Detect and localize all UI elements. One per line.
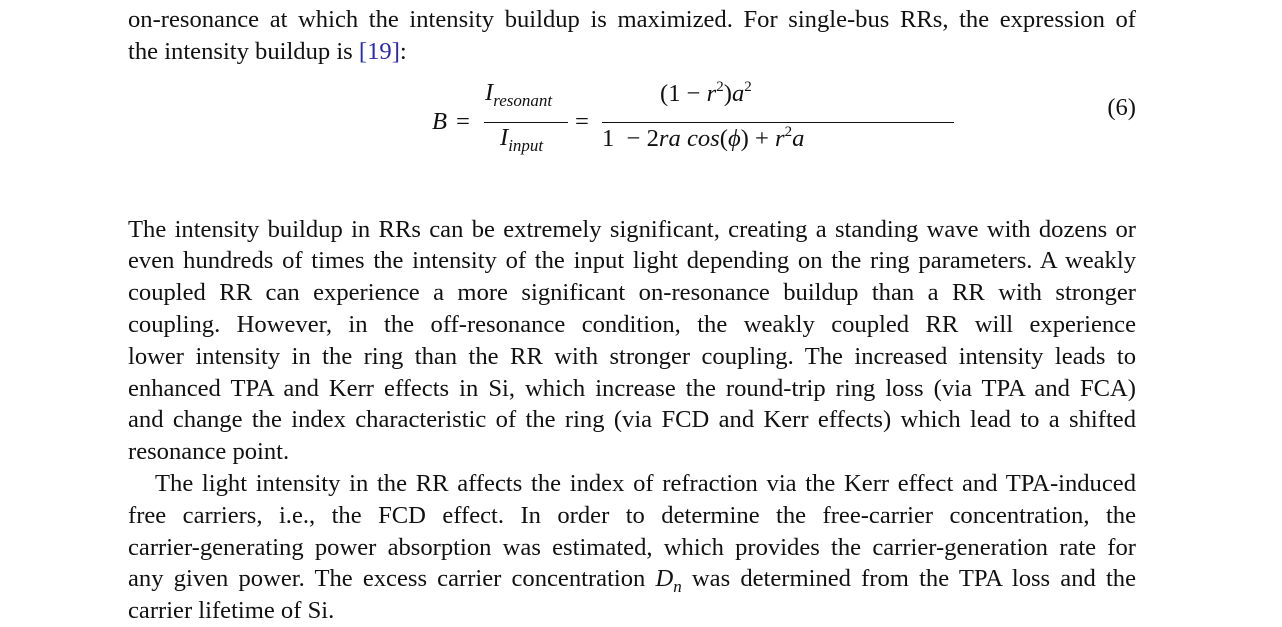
subscript: input: [508, 135, 544, 155]
symbol: I: [500, 123, 509, 151]
paragraph-carriers: [128, 468, 1136, 627]
text-line: on-resonance at which the intensity buildup is maximized. For single-bus RRs, the expression of: [128, 6, 1136, 33]
text-line: carrier lifetime of Si.: [128, 597, 335, 625]
document-page: [128, 4, 1136, 627]
symbol: ϕ: [727, 124, 741, 152]
carrier-concentration-symbol: D: [655, 565, 674, 593]
text-line: The light intensity in the RR affects the index of refraction via the Kerr effect and TPA-induced: [155, 469, 1136, 497]
fraction-numerator: [660, 79, 752, 108]
math-text: ) +: [740, 124, 776, 152]
paragraph-buildup: [128, 214, 1136, 468]
text-line: enhanced TPA and Kerr effects in Si, which increase the round-trip ring loss (via TPA and FCA): [128, 374, 1136, 402]
text-line: resonance point.: [128, 438, 290, 466]
text-line: [128, 563, 1136, 595]
fraction-denominator: [602, 124, 804, 153]
symbol: a: [792, 124, 805, 152]
text-line: coupling. However, in the off-resonance condition, the weakly coupled RR will experience: [128, 310, 1136, 338]
superscript: 2: [784, 123, 793, 140]
equation-number: (6): [1107, 93, 1136, 121]
text-fragment: the intensity buildup is: [128, 37, 359, 65]
symbol: I: [485, 78, 494, 106]
math-text: ): [723, 79, 732, 107]
text-line: carrier-generating power absorption was estimated, which provides the carrier-generation rate for: [128, 533, 1136, 561]
symbol: r: [775, 124, 785, 152]
citation-link[interactable]: [19]: [358, 37, 400, 65]
text-fragment: :: [399, 37, 407, 65]
text-line: The intensity buildup in RRs can be extremely significant, creating a standing wave with dozens or: [128, 215, 1136, 243]
math-text: (: [719, 124, 728, 152]
equation-lhs: B: [432, 107, 448, 135]
text-line: coupled RR can experience a more significant on-resonance buildup than a RR with stronger: [128, 279, 1136, 307]
text-fragment: any given power. The excess carrier concentration: [128, 565, 656, 593]
subscript: resonant: [493, 90, 553, 110]
symbol: r: [706, 79, 717, 107]
fraction-numerator: [485, 79, 552, 111]
superscript: 2: [716, 78, 724, 95]
subscript: n: [673, 577, 682, 597]
math-text: (1 −: [660, 79, 707, 107]
equation-block: [128, 78, 1136, 203]
math-text: 1 − 2: [602, 124, 659, 152]
text-line: [128, 36, 1136, 68]
text-line: lower intensity in the ring than the RR with stronger coupling. The increased intensity leads to: [128, 342, 1136, 370]
equation-equals: =: [456, 107, 470, 135]
symbol: ra cos: [658, 124, 720, 152]
equation-equals: =: [575, 107, 589, 135]
symbol: a: [731, 79, 745, 107]
paragraph-intro: [128, 4, 1136, 68]
text-line: even hundreds of times the intensity of the input light depending on the ring parameters. A weakly: [128, 247, 1136, 275]
text-line: free carriers, i.e., the FCD effect. In order to determine the free-carrier concentration, the: [128, 501, 1136, 529]
text-fragment: was determined from the TPA loss and the: [681, 565, 1137, 593]
superscript: 2: [744, 78, 752, 95]
text-line: and change the index characteristic of the ring (via FCD and Kerr effects) which lead to a shifted: [128, 406, 1136, 434]
fraction-denominator: [500, 124, 543, 156]
